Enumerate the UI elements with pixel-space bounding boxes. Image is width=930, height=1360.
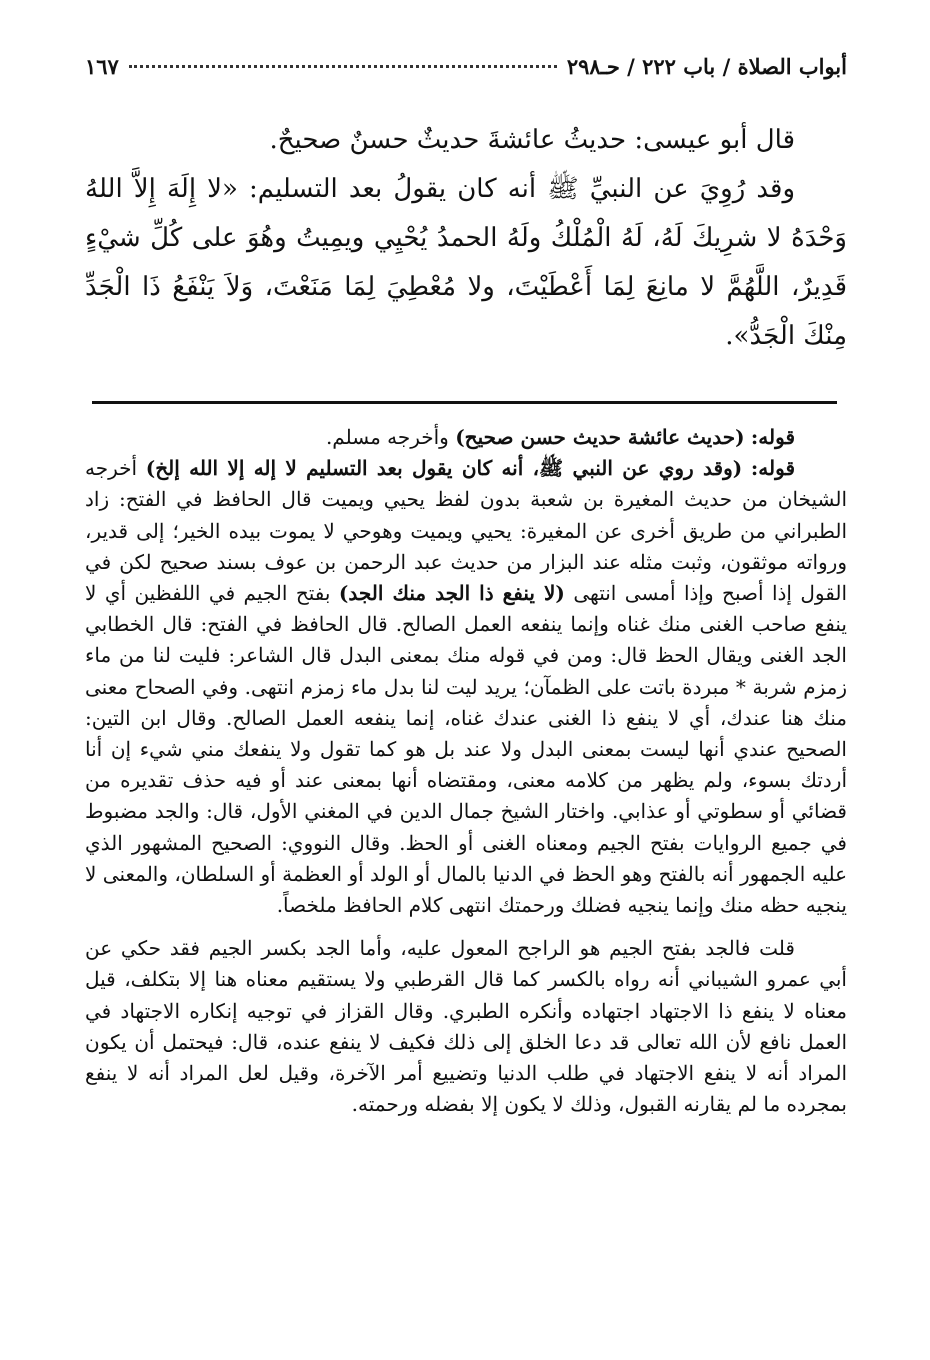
commentary-paragraph-1 [85,422,847,453]
page-number: ١٦٧ [85,54,119,79]
dotted-leader [129,65,557,68]
commentary-text: بفتح الجيم في اللفظين أي لا ينفع صاحب الغنى منك غناه وإنما ينفعه العمل الصالح. قال الحافظ في الفتح: قال الخطابي الجد الغنى ويقال الحظ قال: ومن في قوله منك بمعنى البدل قال الشاعر: فليت لنا من ماء زمزم شربة * مبردة باتت على الظمآن؛ يريد ليت لنا بدل ماء زمزم انتهى. وفي الصحاح معنى منك هنا عندك، أي لا ينفع ذا الغنى عندك غناه، إنما ينفعه العمل الصالح. وقال ابن التين: الصحيح عندي أنها ليست بمعنى البدل ولا عند بل هو كما تقول ولا ينفعك مني شيء إن أنا أردتك بسوء، ولم يظهر من كلامه معنى، ومقتضاه أنها بمعنى عند أو فيه حذف تقديره من قضائي أو سطوتي أو عذابي. واختار الشيخ جمال الدين في المغني الأول، قال: والجد مضبوط في جميع الروايات بفتح الجيم ومعناه الغنى أو الحظ. وقال النووي: الصحيح المشهور الذي عليه الجمهور أنه بالفتح وهو الحظ في الدنيا بالمال أو الولد أو العظمة أو السلطان، والمعنى لا ينجيه حظه منك وإنما ينجيه فضلك ورحمتك انتهى كلام الحافظ ملخصاً. [85,581,847,918]
commentary [85,422,847,1120]
running-header [85,54,847,94]
commentary-quote: (وقد روي عن النبي ﷺ، أنه كان يقول بعد التسليم لا إله إلا الله إلخ) [145,456,743,481]
main-paragraph-2: وقد رُوِيَ عن النبيِّ ﷺ أنه كان يقولُ بعد التسليم: «لا إِلَهَ إِلاَّ اللهُ وَحْدَهُ لا شرِيكَ لَهُ، لَهُ الْمُلْكُ ولَهُ الحمدُ يُحْيِي ويمِيتُ وهُوَ على كُلِّ شيْءٍ قَدِيرٌ، اللَّهُمَّ لا مانِعَ لِمَا أَعْطَيْتَ، ولا مُعْطِيَ لِمَا مَنَعْتَ، وَلاَ يَنْفَعُ ذَا الْجَدِّ مِنْكَ الْجَدُّ». [85,174,847,351]
commentary-label: قوله: [750,425,795,449]
commentary-paragraph-2 [85,453,847,921]
main-paragraph-1: قال أبو عيسى: حديثُ عائشةَ حديثٌ حسنٌ صحيحٌ. [269,125,795,155]
commentary-text: وأخرجه مسلم. [325,425,449,449]
section-divider [92,401,837,404]
commentary-quote: (حديث عائشة حديث حسن صحيح) [455,425,745,449]
hadith-text [85,116,847,361]
commentary-paragraph-3: قلت فالجد بفتح الجيم هو الراجح المعول عليه، وأما الجد بكسر الجيم فقد حكي عن أبي عمرو الشيباني أنه رواه بالكسر كما قال القرطبي ولا يستقيم معناه هنا إلا بتكلف، قيل معناه لا ينفع ذا الاجتهاد اجتهاده وأنكره الطبري. وقال القزاز في توجيه إنكاره الاجتهاد في العمل نافع لأن الله تعالى قد دعا الخلق إلى ذلك فكيف لا ينفع عنده، قال: فيحتمل أن يكون المراد أنه لا ينفع الاجتهاد في طلب الدنيا وتضييع أمر الآخرة، وقيل لعل المراد أنه لا ينفع بمجرده ما لم يقارنه القبول، وذلك لا يكون إلا بفضله ورحمته. [85,936,847,1117]
chapter-title: أبواب الصلاة / باب ٢٢٢ / حـ٢٩٨ [566,54,847,79]
commentary-quote: (لا ينفع ذا الجد منك الجد) [338,581,565,606]
book-page [85,54,847,1120]
commentary-label: قوله: [750,456,795,481]
commentary-text: أخرجه الشيخان من حديث المغيرة بن شعبة بدون لفظ يحيي ويميت قال الحافظ في الفتح: زاد الطبراني من طريق أخرى عن المغيرة: يحيي ويميت وهوحي لا يموت بيده الخير؛ إلى قدير، ورواته موثقون، وثبت مثله عند البزار من حديث عبد الرحمن بن عوف بسند صحيح لكن في القول إذا أصبح وإذا أمسى انتهى [85,456,848,606]
